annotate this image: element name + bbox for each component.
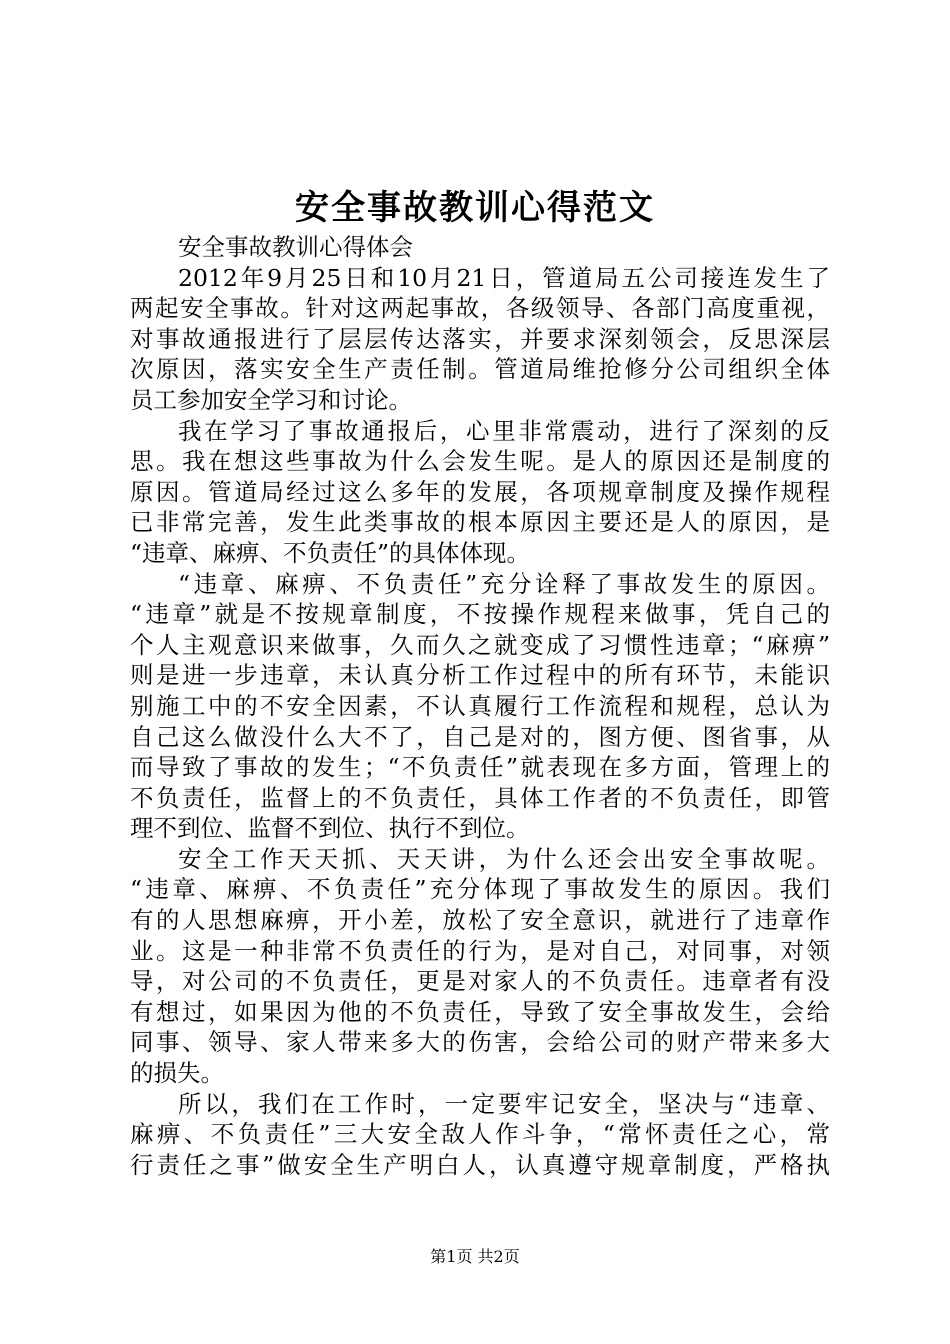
text-line: “违章”就是不按规章制度，不按操作规程来做事，凭自己的 — [130, 600, 830, 629]
page-footer: 第1页 共2页 — [430, 1247, 520, 1266]
text-line: 有的人思想麻痹，开小差，放松了安全意识，就进行了违章作 — [130, 906, 830, 935]
text-line: 理不到位、监督不到位、执行不到位。 — [130, 814, 530, 843]
text-line: 员工参加安全学习和讨论。 — [130, 385, 412, 414]
text-line: 的损失。 — [130, 1059, 224, 1088]
text-line: “违章、麻痹、不负责任”充分体现了事故发生的原因。我们 — [130, 875, 830, 904]
text-line: 思。我在想这些事故为什么会发生呢。是人的原因还是制度的 — [130, 447, 830, 476]
text-line: 对事故通报进行了层层传达落实，并要求深刻领会，反思深层 — [130, 324, 830, 353]
text-line: 个人主观意识来做事，久而久之就变成了习惯性违章；“麻痹” — [130, 630, 830, 659]
text-line: 我在学习了事故通报后，心里非常震动，进行了深刻的反 — [178, 416, 830, 445]
text-line: 2012年9月25日和10月21日，管道局五公司接连发生了 — [178, 263, 830, 292]
text-line: 不负责任，监督上的不负责任，具体工作者的不负责任，即管 — [130, 783, 830, 812]
text-line: 别施工中的不安全因素，不认真履行工作流程和规程，总认为 — [130, 691, 830, 720]
text-line: 安全事故教训心得体会 — [178, 233, 413, 261]
text-line: 已非常完善，发生此类事故的根本原因主要还是人的原因，是 — [130, 508, 830, 537]
document-body — [130, 232, 830, 1180]
text-line: 而导致了事故的发生；“不负责任”就表现在多方面，管理上的 — [130, 753, 830, 782]
text-line: 业。这是一种非常不负责任的行为，是对自己，对同事，对领 — [130, 936, 830, 965]
text-line: 安全工作天天抓、天天讲，为什么还会出安全事故呢。 — [178, 844, 830, 873]
text-line: 自己这么做没什么大不了，自己是对的，图方便、图省事，从 — [130, 722, 830, 751]
text-line: 麻痹、不负责任”三大安全敌人作斗争，“常怀责任之心，常 — [130, 1120, 830, 1149]
document-title: 安全事故教训心得范文 — [295, 188, 655, 228]
text-line: “违章、麻痹、不负责任”充分诠释了事故发生的原因。 — [178, 569, 830, 598]
text-line: 两起安全事故。针对这两起事故，各级领导、各部门高度重视， — [130, 294, 830, 323]
text-line: 原因。管道局经过这么多年的发展，各项规章制度及操作规程 — [130, 477, 830, 506]
text-line: 次原因，落实安全生产责任制。管道局维抢修分公司组织全体 — [130, 355, 830, 384]
text-line: 导，对公司的不负责任，更是对家人的不负责任。违章者有没 — [130, 967, 830, 996]
text-line: 则是进一步违章，未认真分析工作过程中的所有环节，未能识 — [130, 661, 830, 690]
text-line: 所以，我们在工作时，一定要牢记安全，坚决与“违章、 — [178, 1089, 830, 1118]
text-line: 行责任之事”做安全生产明白人，认真遵守规章制度，严格执 — [130, 1150, 830, 1179]
text-line: “违章、麻痹、不负责任”的具体体现。 — [130, 538, 531, 567]
text-line: 同事、领导、家人带来多大的伤害，会给公司的财产带来多大 — [130, 1028, 830, 1057]
text-line: 有想过，如果因为他的不负责任，导致了安全事故发生，会给 — [130, 997, 830, 1026]
